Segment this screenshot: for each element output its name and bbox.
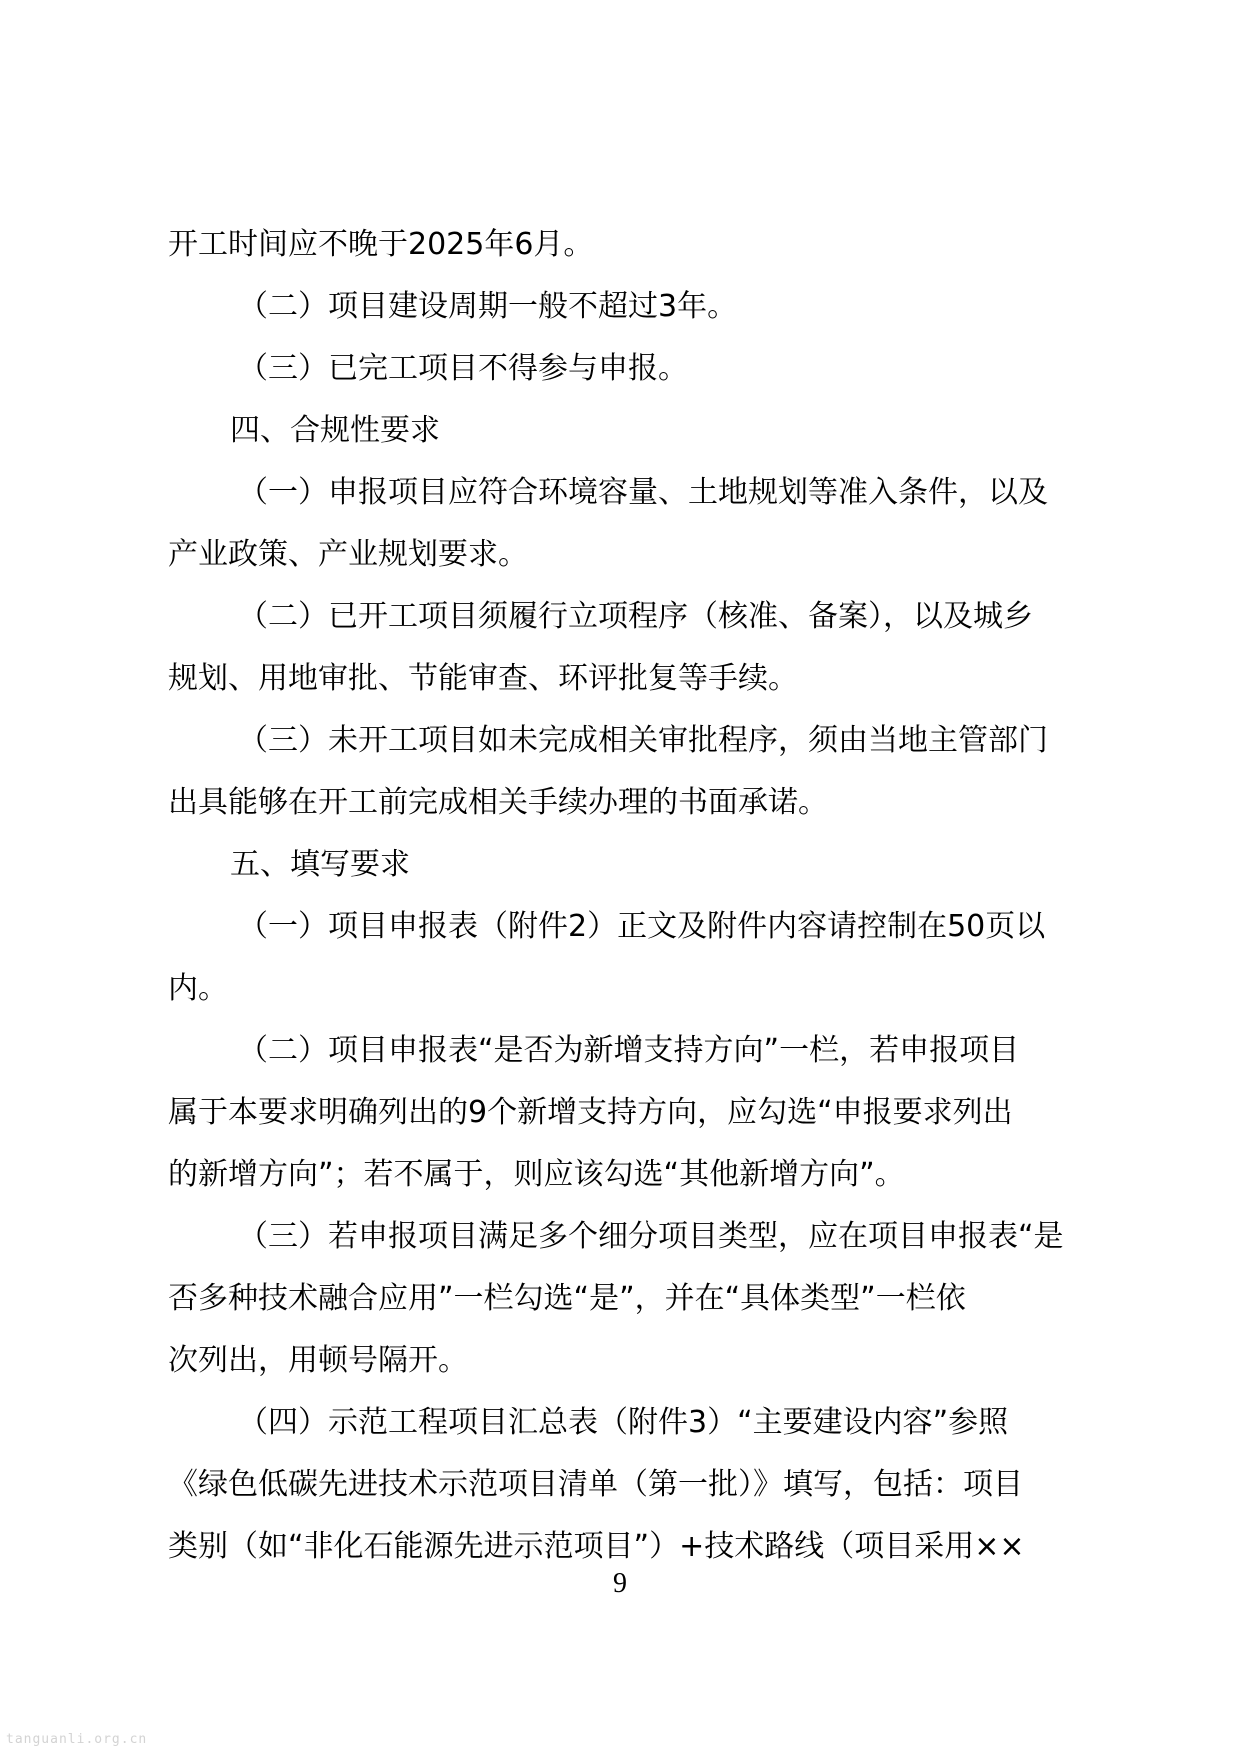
section-heading: 四、合规性要求: [230, 413, 440, 448]
text-line: （三）若申报项目满足多个细分项目类型，应在项目申报表“是: [238, 1219, 1064, 1254]
text-line: （一）申报项目应符合环境容量、土地规划等准入条件，以及: [238, 475, 1048, 510]
text-line: 类别（如“非化石能源先进示范项目”）+技术路线（项目采用××: [168, 1529, 1025, 1564]
watermark: tanguanli.org.cn: [6, 1732, 148, 1747]
document-body: [168, 214, 1072, 1578]
text-line: 属于本要求明确列出的9个新增支持方向，应勾选“申报要求列出: [168, 1095, 1013, 1130]
text-line: 规划、用地审批、节能审查、环评批复等手续。: [168, 661, 798, 696]
text-line: 的新增方向”；若不属于，则应该勾选“其他新增方向”。: [168, 1157, 905, 1192]
text-line: 《绿色低碳先进技术示范项目清单（第一批）》填写，包括：项目: [168, 1467, 1023, 1502]
text-line: （三）未开工项目如未完成相关审批程序，须由当地主管部门: [238, 723, 1048, 758]
text-line: （一）项目申报表（附件2）正文及附件内容请控制在50页以: [238, 909, 1046, 944]
text-line: 开工时间应不晚于2025年6月。: [168, 227, 594, 262]
section-heading: 五、填写要求: [230, 847, 410, 882]
text-line: 否多种技术融合应用”一栏勾选“是”，并在“具体类型”一栏依: [168, 1281, 966, 1316]
page-number: 9: [613, 1568, 627, 1599]
text-line: （二）已开工项目须履行立项程序（核准、备案），以及城乡: [238, 599, 1033, 634]
text-line: 内。: [168, 971, 228, 1006]
text-line: 出具能够在开工前完成相关手续办理的书面承诺。: [168, 785, 828, 820]
text-line: 次列出，用顿号隔开。: [168, 1343, 468, 1378]
text-line: （二）项目申报表“是否为新增支持方向”一栏，若申报项目: [238, 1033, 1020, 1068]
text-line: （四）示范工程项目汇总表（附件3）“主要建设内容”参照: [238, 1405, 1009, 1440]
text-line: 产业政策、产业规划要求。: [168, 537, 528, 572]
text-line: （二）项目建设周期一般不超过3年。: [238, 289, 738, 324]
text-line: （三）已完工项目不得参与申报。: [238, 351, 688, 386]
